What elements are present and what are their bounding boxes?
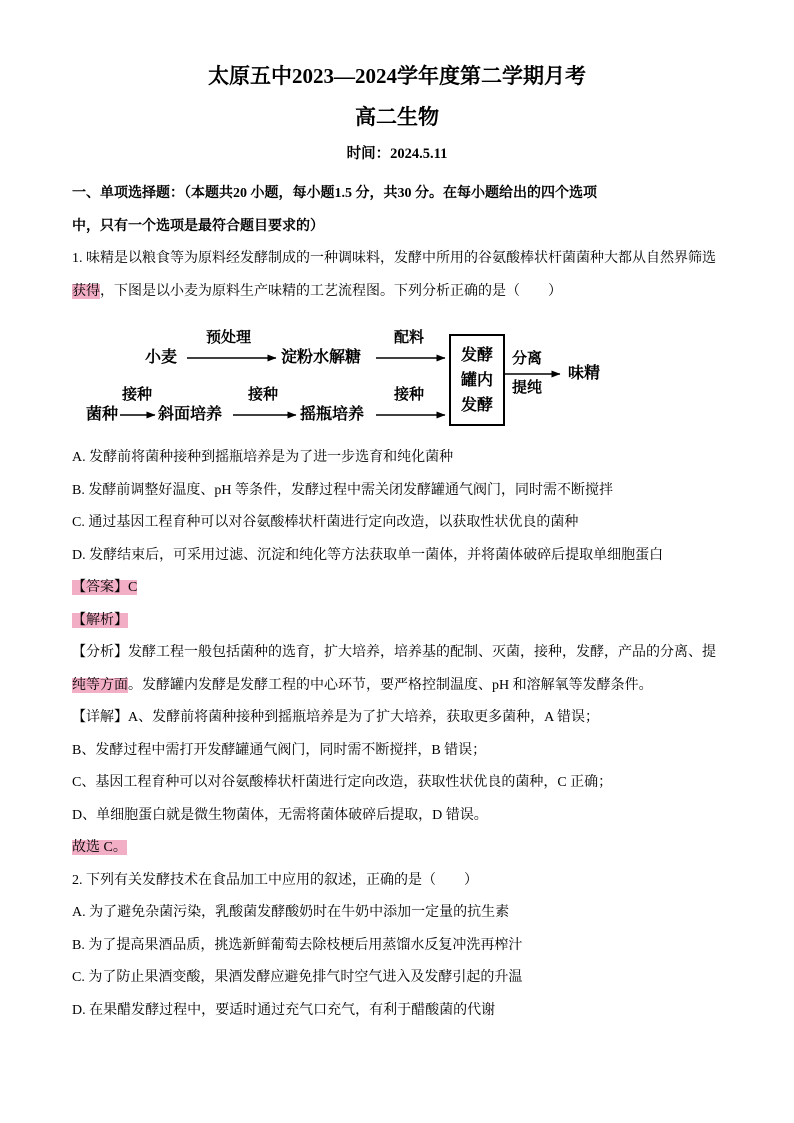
- detail-a-text: A、发酵前将菌种接种到摇瓶培养是为了扩大培养，获取更多菌种，A 错误；: [128, 710, 599, 725]
- q2-option-d: D. 在果醋发酵过程中，要适时通过充气口充气，有利于醋酸菌的代谢: [72, 1002, 496, 1018]
- q1-conclusion: [72, 832, 722, 865]
- analysis-heading-text: 【解析】: [72, 612, 128, 628]
- diagram-node-strain: 菌种: [86, 406, 119, 423]
- q1-detail-line-c: C、基因工程育种可以对谷氨酸棒状杆菌进行定向改造，获取性状优良的菌种，C 正确；: [72, 775, 613, 790]
- q1-option-c: C. 通过基因工程育种可以对谷氨酸棒状杆菌进行定向改造，以获取性状优良的菌种: [72, 515, 579, 530]
- q1-stem-line2-rest: ，下图是以小麦为原料生产味精的工艺流程图。下列分析正确的是（ ）: [100, 283, 562, 299]
- q1-stem-line1: 1. 味精是以粮食等为原料经发酵制成的一种调味料，发酵中所用的谷氨酸棒状杆菌菌种大都从自然界筛选: [72, 251, 716, 266]
- diagram-label-separation: 分离: [512, 351, 543, 367]
- section-heading-line1: 一、单项选择题：（本题共20 小题，每小题1.5 分，共30 分。在每小题给出的四个选项: [72, 186, 597, 201]
- q1-answer-line: [72, 572, 722, 605]
- diagram-node-msg-product: 味精: [568, 365, 601, 382]
- analysis-line2-highlight: 纯等方面: [72, 677, 128, 693]
- q1-detail-line-d: D、单细胞蛋白就是微生物菌体，无需将菌体破碎后提取，D 错误。: [72, 807, 488, 823]
- exam-title: 太原五中2023—2024学年度第二学期月考: [208, 64, 586, 88]
- diagram-node-starch-sugar: 淀粉水解糖: [281, 349, 362, 366]
- answer-label: 【答案】: [72, 580, 128, 595]
- answer-value: C: [128, 580, 138, 595]
- q2-stem: 2. 下列有关发酵技术在食品加工中应用的叙述，正确的是（ ）: [72, 872, 478, 888]
- diagram-node-shake-culture: 摇瓶培养: [300, 406, 365, 423]
- diagram-node-fermenter-box: [449, 334, 505, 426]
- diagram-label-purification: 提纯: [512, 380, 543, 396]
- exam-subject: 高二生物: [355, 105, 439, 129]
- diagram-label-pretreatment: 预处理: [206, 330, 252, 346]
- q2-option-b: B. 为了提高果酒品质，挑选新鲜葡萄去除枝梗后用蒸馏水反复冲洗再榨汁: [72, 937, 523, 953]
- q2-option-a: A. 为了避免杂菌污染，乳酸菌发酵酸奶时在牛奶中添加一定量的抗生素: [72, 905, 510, 920]
- q1-option-d: D. 发酵结束后，可采用过滤、沉淀和纯化等方法获取单一菌体，并将菌体破碎后提取单细胞蛋白: [72, 547, 664, 563]
- q1-analysis-line1: [72, 637, 722, 670]
- analysis-label: 【分析】: [72, 645, 128, 660]
- diagram-node-wheat: 小麦: [145, 349, 178, 366]
- q1-stem-line2: [72, 276, 722, 309]
- q1-detail-line-b: B、发酵过程中需打开发酵罐通气阀门，同时需不断搅拌，B 错误；: [72, 742, 487, 758]
- q1-option-a: A. 发酵前将菌种接种到摇瓶培养是为了进一步选育和纯化菌种: [72, 450, 454, 465]
- analysis-line2-rest: 。发酵罐内发酵是发酵工程的中心环节，要严格控制温度、pH 和溶解氧等发酵条件。: [128, 677, 653, 693]
- q1-option-b: B. 发酵前调整好温度、pH 等条件，发酵过程中需关闭发酵罐通气阀门，同时需不断搅拌: [72, 482, 613, 498]
- fermenter-text-line3: 发酵: [460, 396, 493, 414]
- diagram-label-inoculate-3: 接种: [394, 387, 425, 403]
- exam-body: [72, 178, 722, 1027]
- diagram-label-inoculate-2: 接种: [248, 387, 279, 403]
- diagram-label-ingredients: 配料: [394, 330, 425, 346]
- diagram-label-inoculate-1: 接种: [122, 387, 153, 403]
- detail-label: 【详解】: [72, 710, 128, 725]
- q1-analysis-line2: [72, 670, 722, 703]
- q1-detail-line-a: [72, 702, 722, 735]
- answer-highlight: [72, 580, 137, 595]
- q2-option-c: C. 为了防止果酒变酸，果酒发酵应避免排气时空气进入及发酵引起的升温: [72, 970, 523, 985]
- fermenter-text-line1: 发酵: [460, 346, 493, 364]
- diagram-node-slant-culture: 斜面培养: [158, 406, 223, 423]
- exam-time: 时间：2024.5.11: [346, 146, 448, 162]
- q1-stem-highlight: 获得: [72, 283, 100, 299]
- section-heading-line2: 中，只有一个选项是最符合题目要求的）: [72, 218, 324, 234]
- conclusion-text: 故选 C。: [72, 840, 127, 855]
- fermenter-text-line2: 罐内: [460, 371, 493, 389]
- analysis-line1-text: 发酵工程一般包括菌种的选育，扩大培养，培养基的配制、灭菌，接种，发酵，产品的分离、提: [128, 645, 716, 660]
- msg-process-flow-diagram: [72, 322, 722, 434]
- q1-analysis-heading: [72, 605, 722, 638]
